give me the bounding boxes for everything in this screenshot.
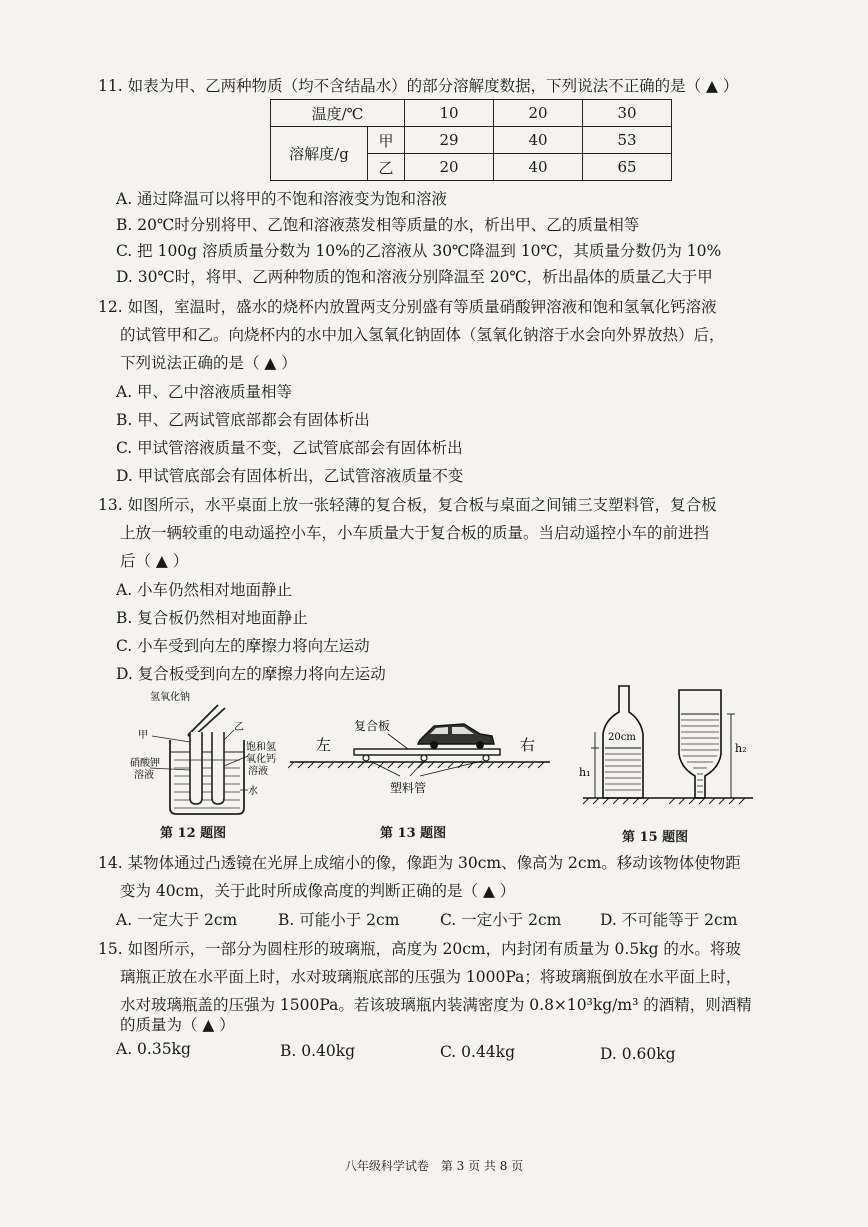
q12-stem-line: 下列说法正确的是（ ▲ ）: [120, 354, 297, 372]
q13-option-a: A. 小车仍然相对地面静止: [116, 581, 293, 599]
q14-option-b: B. 可能小于 2cm: [278, 911, 400, 929]
q12-option-b: B. 甲、乙两试管底部都会有固体析出: [116, 411, 370, 429]
fig15-h1-label: h₁: [579, 766, 591, 779]
q14-option-d: D. 不可能等于 2cm: [600, 911, 738, 929]
temp-header: 温度/℃: [271, 100, 405, 127]
q13-option-d: D. 复合板受到向左的摩擦力将向左运动: [116, 665, 386, 683]
q13-stem-line: 上放一辆较重的电动遥控小车，小车质量大于复合板的质量。当启动遥控小车的前进挡: [120, 524, 710, 542]
fig12-yi-label: 乙: [234, 722, 244, 733]
fig13-caption: 第 13 题图: [380, 826, 447, 841]
q15-option-b: B. 0.40kg: [280, 1042, 356, 1060]
fig12-ca-label: 溶液: [248, 766, 268, 777]
fig13-left-label: 左: [316, 736, 332, 754]
fig12-kno3-label: 溶液: [134, 770, 154, 781]
q14-option-a: A. 一定大于 2cm: [116, 911, 238, 929]
table-cell: 40: [494, 154, 583, 181]
fig12-jia-label: 甲: [138, 730, 148, 741]
q13-stem-line: 后（ ▲ ）: [120, 552, 189, 570]
q15-stem-line: 的质量为（ ▲ ）: [120, 1016, 235, 1034]
temp-10: 10: [405, 100, 494, 127]
temp-20: 20: [494, 100, 583, 127]
q15-stem-line: 水对玻璃瓶盖的压强为 1500Pa。若该玻璃瓶内装满密度为 0.8×10³kg/m³ 的酒精，则酒精: [120, 996, 752, 1014]
q12-stem-line: 12. 如图，室温时，盛水的烧杯内放置两支分别盛有等质量硝酸钾溶液和饱和氢氧化钙溶液: [98, 298, 717, 316]
q14-stem-line: 14. 某物体通过凸透镜在光屏上成缩小的像，像距为 30cm、像高为 2cm。移动该物体使物距: [98, 854, 741, 872]
row-yi-name: 乙: [368, 154, 405, 181]
row-jia-name: 甲: [368, 127, 405, 154]
q11-option-c: C. 把 100g 溶质质量分数为 10%的乙溶液从 30℃降温到 10℃，其质量分数仍为 10%: [116, 242, 722, 260]
q14-option-c: C. 一定小于 2cm: [440, 911, 562, 929]
q11-option-b: B. 20℃时分别将甲、乙饱和溶液蒸发相等质量的水，析出甲、乙的质量相等: [116, 216, 640, 234]
table-cell: 20: [405, 154, 494, 181]
fig15-height-label: 20cm: [608, 732, 636, 743]
solubility-table: [270, 99, 672, 181]
q13-stem-line: 13. 如图所示，水平桌面上放一张轻薄的复合板，复合板与桌面之间铺三支塑料管，复合板: [98, 496, 717, 514]
fig12-naoh-label: 氢氧化钠: [150, 692, 190, 703]
q12-option-c: C. 甲试管溶液质量不变，乙试管底部会有固体析出: [116, 439, 463, 457]
temp-30: 30: [583, 100, 672, 127]
q15-option-c: C. 0.44kg: [440, 1043, 515, 1061]
q15-option-a: A. 0.35kg: [116, 1040, 191, 1058]
q12-option-d: D. 甲试管底部会有固体析出，乙试管溶液质量不变: [116, 467, 464, 485]
figure-13: [288, 712, 553, 807]
fig15-h2-label: h₂: [735, 742, 747, 755]
fig12-caption: 第 12 题图: [160, 826, 227, 841]
q13-option-b: B. 复合板仍然相对地面静止: [116, 609, 308, 627]
fig15-caption: 第 15 题图: [622, 830, 689, 845]
fig13-board-label: 复合板: [354, 719, 391, 733]
fig12-ca-label: 饱和氢: [246, 742, 276, 753]
table-cell: 65: [583, 154, 672, 181]
fig13-right-label: 右: [520, 736, 536, 754]
q11-option-a: A. 通过降温可以将甲的不饱和溶液变为饱和溶液: [116, 190, 448, 208]
q11-option-d: D. 30℃时，将甲、乙两种物质的饱和溶液分别降温至 20℃，析出晶体的质量乙大于甲: [116, 268, 713, 286]
page-footer: 八年级科学试卷 第 3 页 共 8 页: [344, 1159, 524, 1173]
solubility-header: 溶解度/g: [271, 127, 368, 181]
fig13-tube-label: 塑料管: [390, 781, 427, 795]
fig12-water-label: 水: [248, 786, 258, 797]
q13-option-c: C. 小车受到向左的摩擦力将向左运动: [116, 637, 370, 655]
table-cell: 29: [405, 127, 494, 154]
fig12-ca-label: 氧化钙: [246, 754, 276, 765]
q12-option-a: A. 甲、乙中溶液质量相等: [116, 383, 293, 401]
fig12-kno3-label: 硝酸钾: [130, 758, 160, 769]
q11-stem: 11. 如表为甲、乙两种物质（均不含结晶水）的部分溶解度数据，下列说法不正确的是（ ▲ ）: [98, 77, 739, 95]
q14-stem-line: 变为 40cm，关于此时所成像高度的判断正确的是（ ▲ ）: [120, 882, 516, 900]
q15-stem-line: 15. 如图所示，一部分为圆柱形的玻璃瓶，高度为 20cm，内封闭有质量为 0.5kg 的水。将玻: [98, 940, 741, 958]
table-cell: 40: [494, 127, 583, 154]
figure-15: [575, 680, 760, 808]
q15-option-d: D. 0.60kg: [600, 1045, 676, 1063]
figure-12: [130, 690, 280, 820]
q12-stem-line: 的试管甲和乙。向烧杯内的水中加入氢氧化钠固体（氢氧化钠溶于水会向外界放热）后，: [120, 326, 725, 344]
q15-stem-line: 璃瓶正放在水平面上时，水对玻璃瓶底部的压强为 1000Pa；将玻璃瓶倒放在水平面上时，: [120, 968, 742, 986]
table-cell: 53: [583, 127, 672, 154]
